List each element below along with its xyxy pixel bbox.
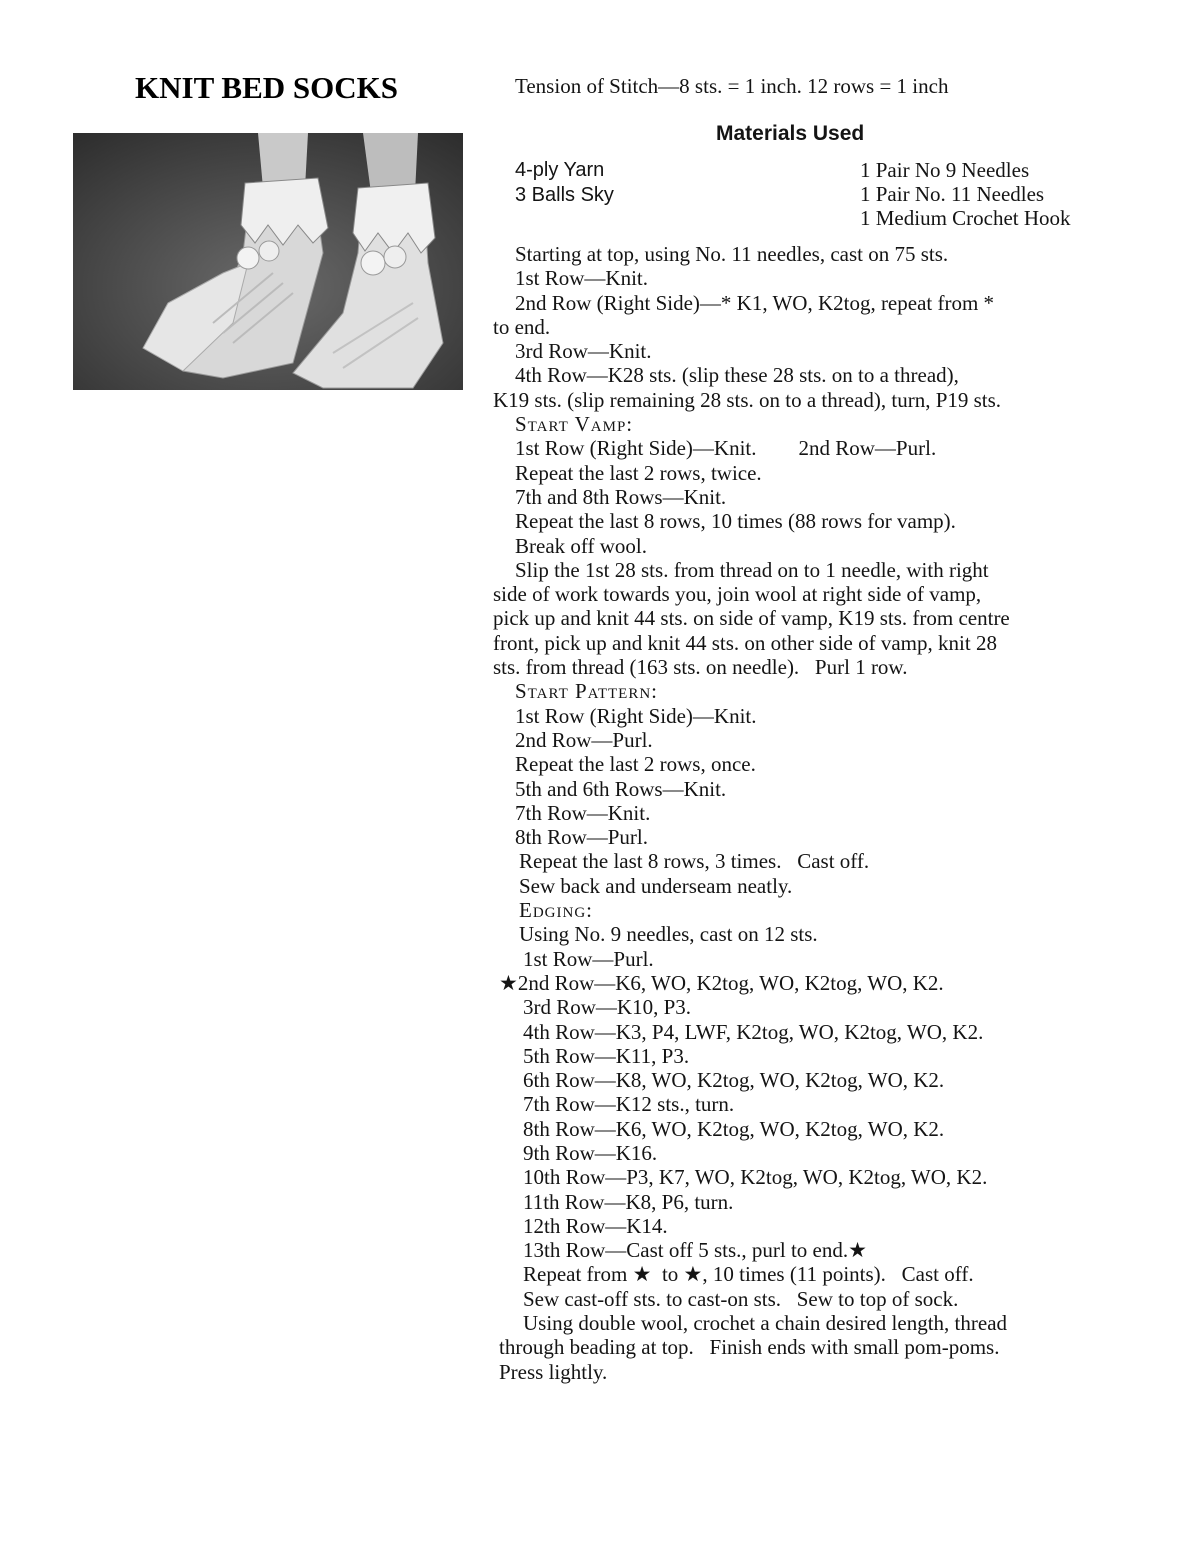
instruction-line: 13th Row—Cast off 5 sts., purl to end.★ — [523, 1238, 867, 1263]
instruction-line: sts. from thread (163 sts. on needle). Purl 1 row. — [493, 655, 908, 680]
instruction-line: 2nd Row—Purl. — [515, 727, 653, 752]
instruction-line: Sew cast-off sts. to cast-on sts. Sew to top of sock. — [523, 1286, 959, 1311]
instruction-line: 1st Row—Knit. — [515, 266, 649, 291]
instruction-line: Starting at top, using No. 11 needles, cast on 75 sts. — [515, 242, 949, 266]
instruction-line: side of work towards you, join wool at right side of vamp, — [493, 582, 982, 607]
bed-socks-photo — [73, 133, 463, 390]
instruction-line: 2nd Row (Right Side)—* K1, WO, K2tog, repeat from * — [515, 290, 995, 315]
instruction-line: Break off wool. — [515, 533, 647, 558]
materials-left — [515, 158, 614, 208]
section-heading: Start Pattern: — [515, 679, 658, 704]
instruction-line: 1st Row (Right Side)—Knit. — [515, 703, 757, 728]
instruction-line: 5th Row—K11, P3. — [523, 1043, 690, 1068]
instruction-line: Repeat the last 2 rows, once. — [515, 752, 756, 777]
instruction-line: Sew back and underseam neatly. — [519, 873, 793, 898]
instruction-line: Repeat the last 8 rows, 3 times. Cast off. — [519, 849, 870, 874]
instruction-line: 6th Row—K8, WO, K2tog, WO, K2tog, WO, K2. — [523, 1068, 945, 1093]
instruction-line: 4th Row—K3, P4, LWF, K2tog, WO, K2tog, WO, K2. — [523, 1019, 984, 1044]
instruction-line: 11th Row—K8, P6, turn. — [523, 1189, 734, 1214]
instruction-line: Using No. 9 needles, cast on 12 sts. — [519, 922, 818, 947]
instruction-line: 3rd Row—Knit. — [515, 339, 652, 364]
instruction-line: 7th Row—Knit. — [515, 800, 651, 825]
material-yarn: 4-ply Yarn — [515, 159, 605, 181]
instruction-line: 3rd Row—K10, P3. — [523, 995, 692, 1020]
material-balls: 3 Balls Sky — [515, 184, 614, 206]
instruction-line: Repeat the last 8 rows, 10 times (88 rows for vamp). — [515, 509, 956, 534]
materials-right — [860, 158, 1071, 230]
instruction-line: 8th Row—K6, WO, K2tog, WO, K2tog, WO, K2. — [523, 1116, 945, 1141]
instruction-line: Slip the 1st 28 sts. from thread on to 1 needle, with right — [515, 557, 989, 582]
material-needles-9: 1 Pair No 9 Needles — [860, 158, 1030, 182]
instruction-line: 8th Row—Purl. — [515, 825, 649, 850]
instruction-line: Repeat from ★ to ★, 10 times (11 points). Cast off. — [523, 1262, 974, 1287]
instruction-line: 5th and 6th Rows—Knit. — [515, 776, 727, 801]
instruction-line: ★2nd Row—K6, WO, K2tog, WO, K2tog, WO, K2. — [499, 970, 944, 995]
instruction-line: 4th Row—K28 sts. (slip these 28 sts. on to a thread), — [515, 363, 959, 388]
instructions — [493, 242, 1123, 1384]
instruction-line: pick up and knit 44 sts. on side of vamp, K19 sts. from centre — [493, 606, 1010, 631]
section-heading: Edging: — [519, 898, 593, 923]
instruction-line: Using double wool, crochet a chain desired length, thread — [523, 1311, 1008, 1336]
instruction-line: 10th Row—P3, K7, WO, K2tog, WO, K2tog, WO, K2. — [523, 1165, 988, 1190]
instruction-line: 7th Row—K12 sts., turn. — [523, 1092, 735, 1117]
page-title: KNIT BED SOCKS — [135, 70, 399, 105]
section-heading: Start Vamp: — [515, 412, 634, 437]
instruction-line: through beading at top. Finish ends with small pom-poms. — [499, 1335, 1000, 1360]
material-crochet-hook: 1 Medium Crochet Hook — [860, 206, 1071, 230]
instruction-line: Repeat the last 2 rows, twice. — [515, 460, 762, 485]
instruction-line: 7th and 8th Rows—Knit. — [515, 484, 727, 509]
instruction-line: Press lightly. — [499, 1359, 608, 1384]
instruction-line: 9th Row—K16. — [523, 1140, 658, 1165]
instruction-line: 1st Row (Right Side)—Knit. 2nd Row—Purl. — [515, 436, 937, 461]
instruction-line: to end. — [493, 314, 551, 339]
instruction-line: 1st Row—Purl. — [523, 946, 654, 971]
instruction-line: K19 sts. (slip remaining 28 sts. on to a thread), turn, P19 sts. — [493, 387, 1002, 412]
instruction-line: front, pick up and knit 44 sts. on other side of vamp, knit 28 — [493, 630, 997, 655]
instruction-line: 12th Row—K14. — [523, 1213, 668, 1238]
materials-heading: Materials Used — [716, 122, 865, 145]
material-needles-11: 1 Pair No. 11 Needles — [860, 182, 1045, 206]
tension-line: Tension of Stitch—8 sts. = 1 inch. 12 rows = 1 inch — [515, 74, 949, 98]
